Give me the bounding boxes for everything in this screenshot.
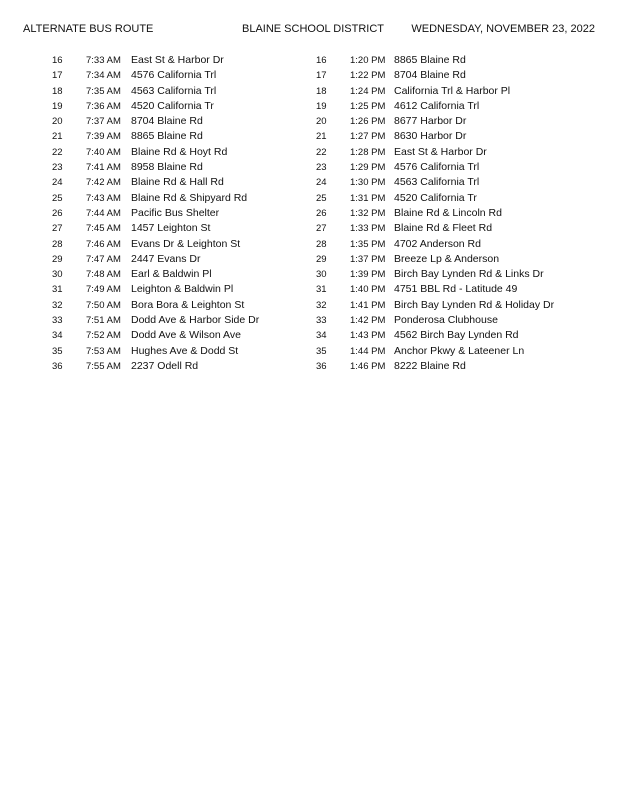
stop-number: 24 [316, 177, 327, 189]
pm-schedule-column [305, 53, 618, 374]
stop-number: 28 [52, 238, 63, 250]
stop-number: 19 [316, 100, 327, 112]
stop-location: Birch Bay Lynden Rd & Holiday Dr [394, 298, 555, 311]
stop-time: 1:41 PM [350, 299, 386, 311]
stop-location: Birch Bay Lynden Rd & Links Dr [394, 268, 544, 281]
stop-location: 4576 California Trl [131, 69, 217, 82]
schedule-row [305, 282, 618, 297]
am-schedule-column [0, 53, 305, 374]
stop-number: 35 [316, 345, 327, 357]
stop-number: 28 [316, 238, 327, 250]
stop-location: 8865 Blaine Rd [394, 54, 466, 66]
schedule-row [305, 191, 618, 206]
stop-number: 35 [52, 345, 63, 357]
stop-time: 1:27 PM [350, 131, 386, 143]
stop-time: 7:48 AM [86, 269, 121, 281]
stop-location: 8958 Blaine Rd [131, 161, 203, 174]
stop-number: 22 [316, 146, 327, 158]
stop-number: 20 [52, 116, 63, 128]
stop-location: Breeze Lp & Anderson [394, 252, 500, 265]
schedule-row [0, 160, 305, 175]
schedule-row [305, 359, 618, 374]
schedule-row [0, 114, 305, 129]
stop-location: East St & Harbor Dr [394, 145, 487, 158]
schedule-row [0, 237, 305, 252]
stop-number: 23 [316, 162, 327, 174]
stop-time: 7:34 AM [86, 70, 121, 82]
schedule-row [0, 145, 305, 160]
schedule-row [0, 328, 305, 343]
stop-location: 2237 Odell Rd [131, 359, 199, 372]
stop-location: Blaine Rd & Hall Rd [131, 176, 224, 189]
schedule-row [0, 282, 305, 297]
stop-number: 30 [316, 269, 327, 281]
stop-location: Blaine Rd & Hoyt Rd [131, 145, 228, 158]
stop-number: 31 [52, 284, 63, 296]
stop-time: 1:28 PM [350, 146, 386, 158]
schedule-row [0, 129, 305, 144]
stop-location: East St & Harbor Dr [131, 54, 224, 66]
stop-location: 8222 Blaine Rd [394, 359, 466, 372]
schedule-row [0, 206, 305, 221]
schedule-row [305, 298, 618, 313]
stop-number: 26 [316, 207, 327, 219]
stop-time: 7:40 AM [86, 146, 121, 158]
stop-number: 30 [52, 269, 63, 281]
schedule-row [305, 206, 618, 221]
stop-time: 1:24 PM [350, 85, 386, 97]
stop-number: 16 [316, 55, 327, 66]
stop-time: 7:52 AM [86, 330, 121, 342]
stop-number: 17 [316, 70, 327, 82]
schedule-row [0, 252, 305, 267]
stop-location: Anchor Pkwy & Lateener Ln [394, 344, 525, 357]
stop-time: 1:25 PM [350, 100, 386, 112]
stop-number: 20 [316, 116, 327, 128]
stop-number: 27 [316, 223, 327, 235]
schedule-row [305, 313, 618, 328]
stop-time: 1:30 PM [350, 177, 386, 189]
page-header [0, 22, 618, 36]
stop-number: 22 [52, 146, 63, 158]
stop-number: 36 [316, 360, 327, 372]
stop-location: 4520 California Tr [131, 99, 214, 112]
stop-time: 7:37 AM [86, 116, 121, 128]
stop-number: 19 [52, 100, 63, 112]
stop-location: Dodd Ave & Harbor Side Dr [131, 314, 260, 327]
schedule-row [305, 53, 618, 68]
schedule-row [305, 129, 618, 144]
stop-location: Blaine Rd & Shipyard Rd [131, 191, 248, 204]
stop-number: 29 [52, 253, 63, 265]
stop-location: 8677 Harbor Dr [394, 115, 467, 128]
stop-time: 7:49 AM [86, 284, 121, 296]
stop-time: 7:33 AM [86, 55, 121, 66]
schedule-row [0, 298, 305, 313]
stop-location: Blaine Rd & Lincoln Rd [394, 206, 502, 219]
stop-location: 1457 Leighton St [131, 222, 211, 235]
stop-time: 7:53 AM [86, 345, 121, 357]
stop-number: 23 [52, 162, 63, 174]
schedule-row [305, 267, 618, 282]
schedule-row [0, 267, 305, 282]
schedule-row [305, 252, 618, 267]
stop-time: 7:39 AM [86, 131, 121, 143]
stop-location: Leighton & Baldwin Pl [131, 283, 234, 296]
stop-location: 4702 Anderson Rd [394, 237, 481, 250]
schedule-row [0, 84, 305, 99]
stop-number: 26 [52, 207, 63, 219]
stop-number: 34 [316, 330, 327, 342]
stop-location: Earl & Baldwin Pl [131, 268, 212, 281]
schedule-row [0, 344, 305, 359]
stop-time: 1:43 PM [350, 330, 386, 342]
stop-location: 4562 Birch Bay Lynden Rd [394, 329, 519, 342]
stop-time: 7:50 AM [86, 299, 121, 311]
stop-number: 29 [316, 253, 327, 265]
schedule-row [0, 191, 305, 206]
stop-time: 7:47 AM [86, 253, 121, 265]
stop-time: 7:43 AM [86, 192, 121, 204]
schedule-row [305, 68, 618, 83]
stop-time: 7:44 AM [86, 207, 121, 219]
stop-time: 1:33 PM [350, 223, 386, 235]
stop-location: 8704 Blaine Rd [131, 115, 203, 128]
stop-location: Evans Dr & Leighton St [131, 237, 241, 250]
stop-number: 33 [316, 315, 327, 327]
stop-location: Dodd Ave & Wilson Ave [131, 329, 241, 342]
stop-time: 7:36 AM [86, 100, 121, 112]
stop-time: 7:35 AM [86, 85, 121, 97]
stop-time: 1:44 PM [350, 345, 386, 357]
schedule-row [0, 53, 305, 68]
stop-location: Ponderosa Clubhouse [394, 314, 498, 327]
schedule-row [305, 237, 618, 252]
stop-time: 1:20 PM [350, 55, 386, 66]
schedule-row [305, 145, 618, 160]
schedule-row [305, 344, 618, 359]
schedule-row [0, 359, 305, 374]
stop-number: 36 [52, 360, 63, 372]
stop-location: 8704 Blaine Rd [394, 69, 466, 82]
stop-location: 8630 Harbor Dr [394, 130, 467, 143]
schedule-row [305, 99, 618, 114]
schedule-row [305, 84, 618, 99]
stop-location: 2447 Evans Dr [131, 252, 201, 265]
schedule-row [305, 160, 618, 175]
stop-time: 1:26 PM [350, 116, 386, 128]
stop-time: 1:31 PM [350, 192, 386, 204]
stop-location: Pacific Bus Shelter [131, 206, 220, 219]
stop-number: 17 [52, 70, 63, 82]
stop-time: 1:42 PM [350, 315, 386, 327]
stop-number: 31 [316, 284, 327, 296]
stop-time: 7:55 AM [86, 360, 121, 372]
stop-number: 34 [52, 330, 63, 342]
stop-time: 1:39 PM [350, 269, 386, 281]
stop-time: 1:46 PM [350, 360, 386, 372]
schedule-row [305, 328, 618, 343]
stop-location: Blaine Rd & Fleet Rd [394, 222, 493, 235]
stop-location: 4563 California Trl [394, 176, 480, 189]
stop-location: 4612 California Trl [394, 99, 480, 112]
stop-number: 16 [52, 55, 63, 66]
stop-time: 7:51 AM [86, 315, 121, 327]
stop-number: 18 [52, 85, 63, 97]
stop-number: 27 [52, 223, 63, 235]
schedule-row [0, 68, 305, 83]
stop-time: 1:40 PM [350, 284, 386, 296]
stop-number: 18 [316, 85, 327, 97]
schedule-row [0, 313, 305, 328]
stop-number: 25 [316, 192, 327, 204]
stop-time: 7:45 AM [86, 223, 121, 235]
schedule-row [0, 175, 305, 190]
route-title: ALTERNATE BUS ROUTE [23, 23, 154, 35]
stop-number: 25 [52, 192, 63, 204]
schedule-row [0, 221, 305, 236]
stop-number: 24 [52, 177, 63, 189]
stop-number: 21 [52, 131, 63, 143]
schedule-row [305, 221, 618, 236]
stop-location: Bora Bora & Leighton St [131, 298, 245, 311]
stop-number: 33 [52, 315, 63, 327]
stop-time: 1:35 PM [350, 238, 386, 250]
stop-location: 4576 California Trl [394, 161, 480, 174]
stop-location: 4563 California Trl [131, 84, 217, 97]
stop-location: Hughes Ave & Dodd St [131, 344, 239, 357]
stop-location: 4520 California Tr [394, 191, 477, 204]
stop-time: 1:37 PM [350, 253, 386, 265]
stop-time: 1:22 PM [350, 70, 386, 82]
stop-location: 8865 Blaine Rd [131, 130, 203, 143]
schedule-row [305, 114, 618, 129]
stop-time: 7:41 AM [86, 162, 121, 174]
stop-number: 32 [316, 299, 327, 311]
stop-time: 1:32 PM [350, 207, 386, 219]
schedule-row [305, 175, 618, 190]
stop-number: 32 [52, 299, 63, 311]
stop-time: 7:42 AM [86, 177, 121, 189]
schedule-date: WEDNESDAY, NOVEMBER 23, 2022 [411, 23, 595, 35]
district-name: BLAINE SCHOOL DISTRICT [242, 23, 385, 35]
stop-location: California Trl & Harbor Pl [394, 84, 511, 97]
schedule-row [0, 99, 305, 114]
stop-time: 1:29 PM [350, 162, 386, 174]
stop-location: 4751 BBL Rd - Latitude 49 [394, 283, 518, 296]
stop-time: 7:46 AM [86, 238, 121, 250]
stop-number: 21 [316, 131, 327, 143]
